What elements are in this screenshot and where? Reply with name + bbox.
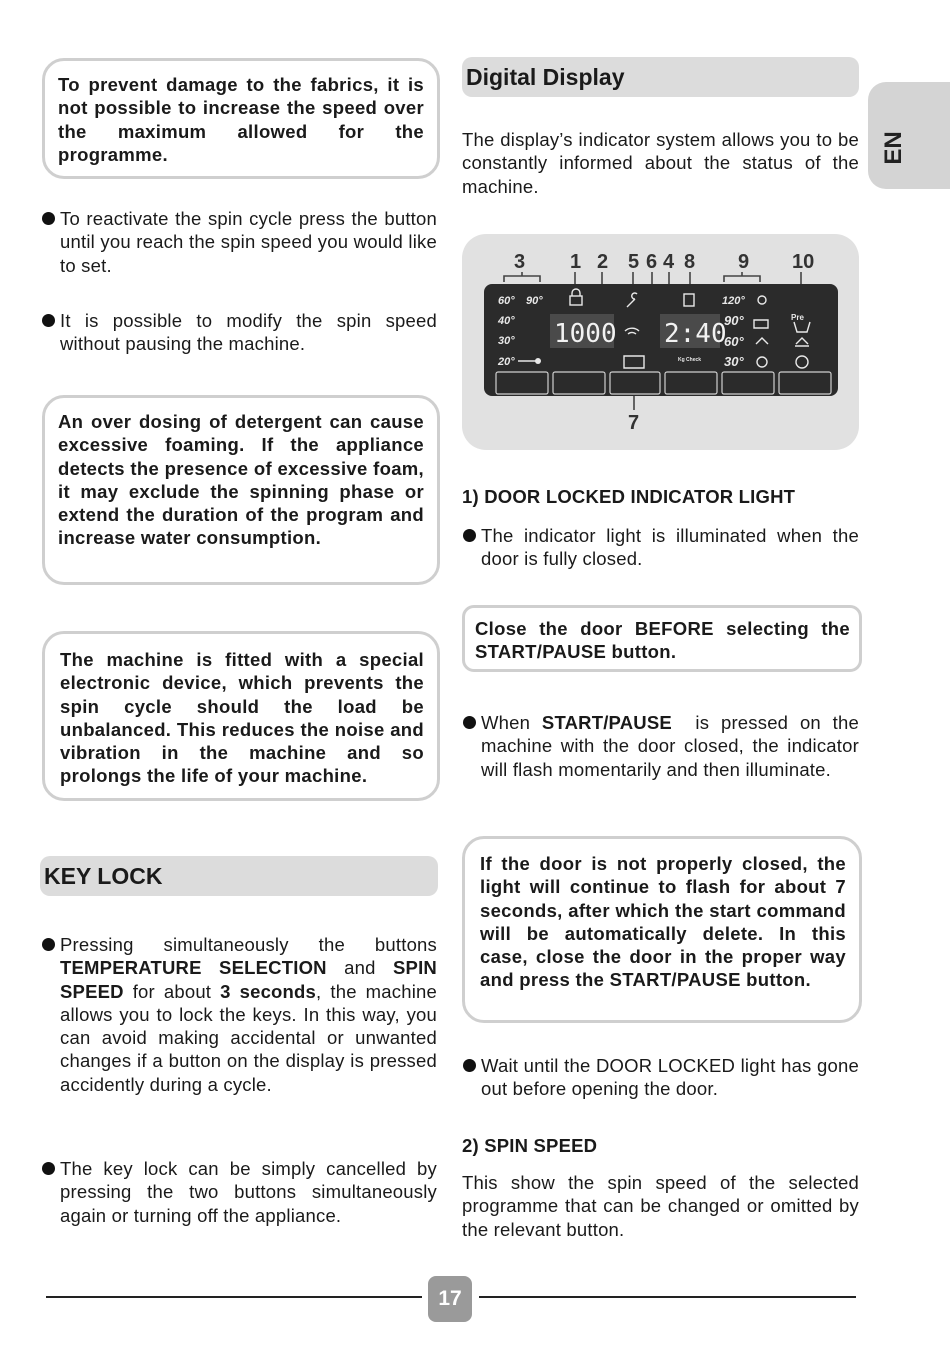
temp-r-30: 30° [724, 354, 744, 369]
spin-speed-text: This show the spin speed of the selected programme that can be changed or omitted by the relevant button. [462, 1172, 859, 1240]
display-diagram [462, 234, 859, 450]
unbalanced-load-box [42, 631, 440, 801]
spin-speed-heading-text: 2) SPIN SPEED [462, 1135, 598, 1156]
temp-120: 120° [722, 295, 745, 307]
key-lock-text-1: Pressing simultaneously the buttons [60, 934, 437, 955]
key-lock-text-4: , the machine allows you to lock the keys. In this way, you can avoid making accidental or unwanted changes if a button on the display is pressed accidently during a cycle. [60, 980, 437, 1095]
door-indicator-bullet [481, 524, 859, 571]
temp-30: 30° [498, 335, 515, 347]
reactivate-spin-text: To reactivate the spin cycle press the button until you reach the spin speed you would like to set. [60, 208, 437, 276]
spin-speed-heading [462, 1135, 859, 1157]
door-indicator-text: The indicator light is illuminated when the door is fully closed. [481, 525, 859, 570]
digital-display-heading [462, 57, 859, 97]
bullet-dot [42, 314, 55, 327]
page-number-text: 17 [438, 1287, 462, 1310]
display-intro [462, 128, 859, 198]
key-lock-cancel-text: The key lock can be simply cancelled by pressing the two buttons simultaneously again or turning off the appliance. [60, 1158, 437, 1226]
display-intro-text: The display’s indicator system allows you to be constantly informed about the status of the machine. [462, 129, 859, 197]
fabric-warning-box [42, 58, 440, 179]
door-locked-heading-text: 1) DOOR LOCKED INDICATOR LIGHT [462, 486, 796, 507]
over-dosing-text: An over dosing of detergent can cause excessive foaming. If the appliance detects the presence of excessive foam, it may exclude the spinning phase or extend the duration of the program and increase water consumption. [58, 411, 424, 549]
key-lock-bullet-2 [60, 1157, 437, 1227]
door-flash-box [462, 836, 862, 1023]
slider-knob-icon [535, 358, 541, 364]
speed-readout: 1000 [554, 319, 617, 349]
callout-5: 5 [628, 251, 640, 273]
start-pause-bullet [481, 711, 865, 781]
start-pause-text-2: is pressed on the machine with the door closed, the indicator will flash momentarily and then illuminate. [481, 712, 865, 780]
door-locked-heading [462, 486, 859, 508]
modify-spin-bullet [60, 309, 437, 356]
footer-rule-right [479, 1296, 856, 1298]
language-tab-label: EN [880, 131, 907, 165]
key-lock-spin-speed: SPIN SPEED [60, 957, 437, 1002]
spin-speed-text-block [462, 1171, 859, 1241]
temp-60: 60° [498, 295, 515, 307]
close-door-text: Close the door BEFORE selecting the START/PAUSE button. [475, 618, 850, 663]
bullet-dot [42, 212, 55, 225]
bullet-dot [42, 1162, 55, 1175]
wait-door-bullet [481, 1054, 859, 1101]
key-lock-text-3: for about [123, 980, 221, 1002]
close-door-box [462, 605, 862, 672]
bullet-dot [42, 938, 55, 951]
callout-3: 3 [514, 251, 526, 273]
bullet-dot [463, 1059, 476, 1072]
temp-90: 90° [526, 295, 543, 307]
page-number [428, 1276, 472, 1322]
start-pause-bold: START/PAUSE [541, 712, 672, 733]
key-lock-bullet-1 [60, 933, 437, 1096]
over-dosing-box [42, 395, 440, 585]
display-diagram-svg [462, 234, 859, 450]
modify-spin-text: It is possible to modify the spin speed without pausing the machine. [60, 310, 437, 355]
temp-40: 40° [498, 315, 515, 327]
language-tab [868, 82, 950, 189]
callout-4: 4 [663, 251, 675, 273]
unbalanced-load-text: The machine is fitted with a special electronic device, which prevents the spin cycle should the load be unbalanced. This reduces the noise and vibration in the machine and so prolongs the life of your machine. [60, 649, 424, 787]
temp-20: 20° [498, 356, 515, 368]
reactivate-spin-bullet [60, 207, 437, 277]
key-lock-3-seconds: 3 seconds [220, 980, 317, 1002]
callout-2: 2 [597, 251, 609, 273]
callout-10: 10 [792, 251, 815, 273]
temp-r-60: 60° [724, 334, 744, 349]
key-lock-heading-text: KEY LOCK [44, 863, 163, 889]
callout-8: 8 [684, 251, 696, 273]
callout-1: 1 [570, 251, 582, 273]
key-lock-text-2: and [326, 957, 394, 979]
time-readout: 2:40 [664, 319, 727, 349]
key-lock-heading [40, 856, 438, 896]
pre-label: Pre [791, 313, 804, 322]
bullet-dot [463, 716, 476, 729]
door-flash-text: If the door is not properly closed, the light will continue to flash for about 7 seconds, after which the start command will be automatically delete. In this case, close the door in the proper way and press the START/PAUSE button. [480, 853, 846, 991]
footer-rule-left [46, 1296, 422, 1298]
callout-7: 7 [628, 412, 640, 434]
callout-9: 9 [738, 251, 750, 273]
digital-display-heading-text: Digital Display [466, 64, 625, 90]
key-lock-temperature-selection: TEMPERATURE SELECTION [60, 957, 327, 979]
fabric-warning-text: To prevent damage to the fabrics, it is not possible to increase the speed over the maximum allowed for the programme. [58, 74, 424, 165]
wait-door-text: Wait until the DOOR LOCKED light has gone out before opening the door. [481, 1055, 859, 1100]
temp-r-90: 90° [724, 313, 744, 328]
bullet-dot [463, 529, 476, 542]
kg-check-label: Kg Check [678, 357, 702, 363]
callout-6: 6 [646, 251, 658, 273]
start-pause-text-1: When [481, 712, 542, 733]
